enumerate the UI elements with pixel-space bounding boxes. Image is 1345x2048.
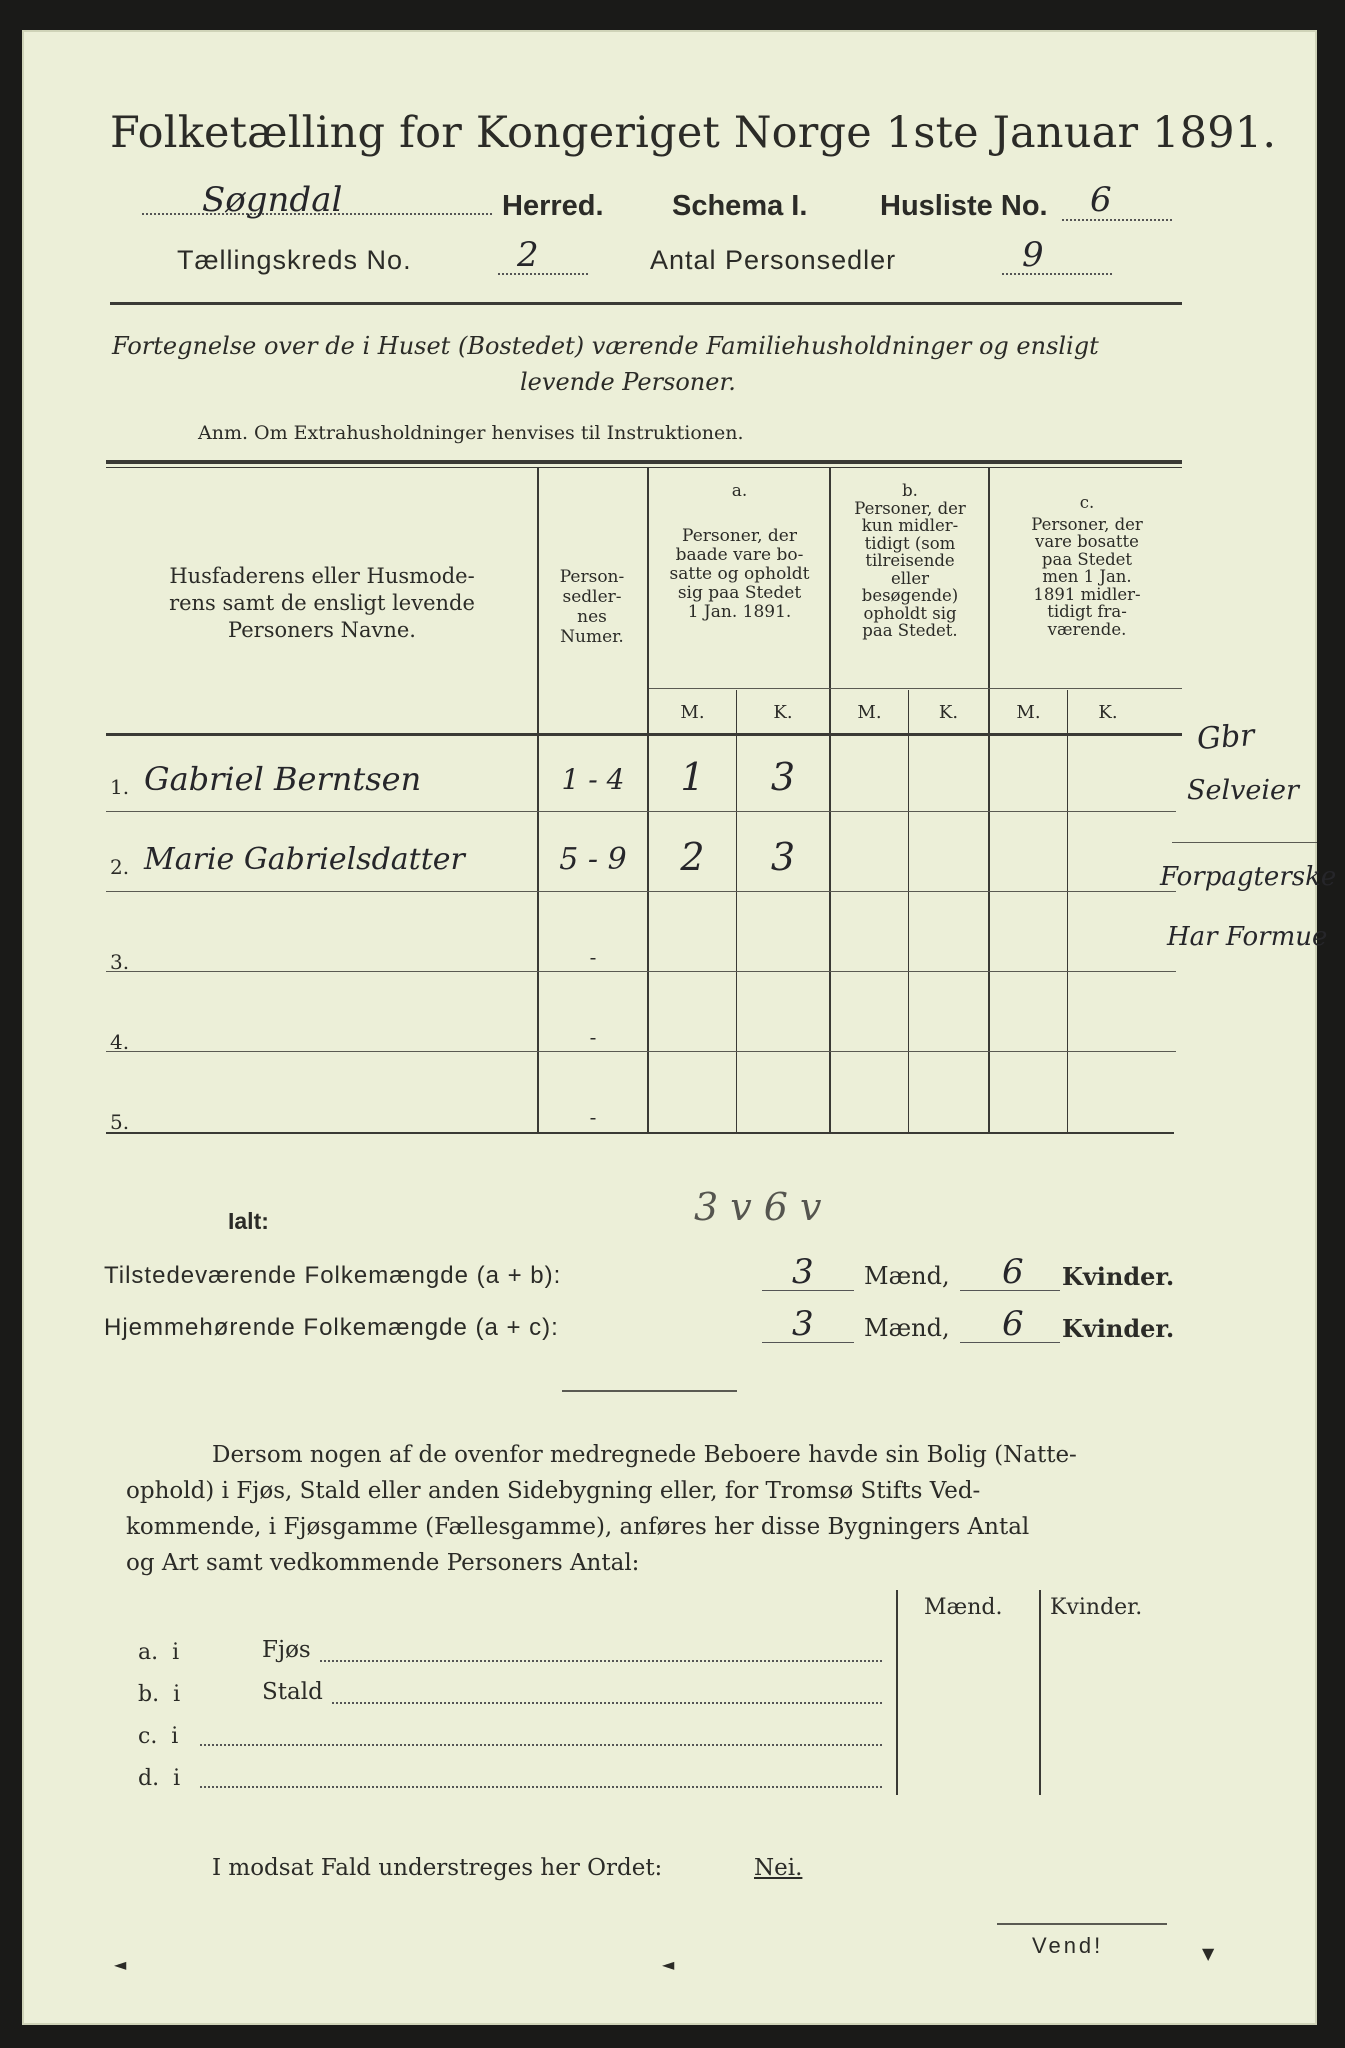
col-c-header [992, 494, 1182, 638]
registration-mark: ◄ [114, 1955, 127, 1974]
col-b-letter: b. [902, 481, 918, 500]
buildings-row-name: Fjøs [262, 1637, 311, 1663]
col-name-header [122, 563, 522, 644]
table-row-name: Marie Gabrielsdatter [144, 842, 465, 877]
col-c-letter: c. [1079, 493, 1095, 512]
table-row-sedler: - [589, 945, 597, 969]
table-row-sedler: - [589, 1105, 597, 1129]
table-row-a-m: 1 [680, 755, 705, 799]
col-a-header-line: Personer, der [682, 526, 797, 546]
husliste-value: 6 [1090, 180, 1112, 220]
row-line [106, 971, 1176, 972]
col-c-header-line: paa Stedet [1041, 549, 1133, 569]
col-b-header [832, 482, 988, 640]
table-row-sedler: 5 - 9 [559, 842, 627, 877]
col-name-header-line: Personers Navne. [228, 618, 416, 642]
col-num-header-line: sedler- [562, 587, 622, 607]
col-a-letter: a. [731, 481, 748, 501]
husliste-label: Husliste No. [880, 190, 1048, 222]
b-mk-divider [908, 690, 909, 1132]
modsat-text: I modsat Fald understreges her Ordet: [212, 1855, 663, 1881]
col-b-m-label: M. [857, 702, 882, 723]
col-a-header-line: sig paa Stedet [677, 583, 802, 603]
buildings-divider-1 [896, 1590, 898, 1795]
vend-label: Vend! [1032, 1933, 1104, 1958]
col-b-header-line: tidigt (som [864, 533, 956, 553]
husliste-dotted-line [1062, 219, 1172, 221]
col-b-header-line: Personer, der [854, 498, 966, 518]
table-row-a-k: 3 [770, 755, 796, 799]
col-c-header-line: 1891 midler- [1033, 584, 1141, 604]
registration-mark: ◄ [662, 1955, 675, 1974]
antal-value: 9 [1022, 235, 1044, 275]
buildings-row-dots [200, 1786, 882, 1788]
col-c-k-label: K. [1098, 702, 1118, 723]
margin-note: Har Formue [1167, 922, 1328, 952]
col-num-header-line: Person- [559, 567, 625, 587]
kreds-label: Tællingskreds No. [177, 245, 412, 275]
buildings-row-dots [320, 1660, 882, 1662]
hjemme-label: Hjemmehørende Folkemængde (a + c): [104, 1314, 559, 1341]
buildings-row-letter: c. i [138, 1724, 179, 1749]
col-name-header-line: rens samt de ensligt levende [169, 591, 475, 615]
row-line [106, 1051, 1176, 1052]
col-a-k-label: K. [773, 702, 793, 723]
table-header-bottom-rule [106, 733, 1182, 736]
table-row-number: 5. [110, 1110, 130, 1134]
header-rule [110, 302, 1182, 305]
col-c-header-line: men 1 Jan. [1042, 567, 1132, 586]
paragraph-line: og Art samt vedkommende Personers Antal: [126, 1550, 640, 1576]
table-row-sedler: 1 - 4 [561, 763, 625, 796]
col-c-m-label: M. [1016, 702, 1041, 723]
table-row-number: 3. [110, 950, 130, 974]
tilstede-k-value: 6 [1002, 1252, 1024, 1292]
paragraph-line: kommende, i Fjøsgamme (Fællesgamme), anføres her disse Bygningers Antal [126, 1514, 1030, 1540]
col-a-header [652, 482, 827, 622]
col-b-header-line: tilreisende [865, 551, 955, 570]
buildings-row-letter: a. i [138, 1640, 180, 1665]
registration-mark: ▼ [1202, 1944, 1215, 1963]
margin-note: Selveier [1187, 775, 1299, 806]
table-row-number: 1. [110, 775, 130, 799]
buildings-row-letter: d. i [138, 1766, 181, 1791]
modsat-word: Nei. [754, 1855, 803, 1881]
buildings-row-dots [200, 1744, 882, 1746]
mk-subheader-line [649, 688, 1182, 689]
col-c-header-line: Personer, der [1031, 514, 1143, 534]
col-num-header-line: nes [577, 607, 607, 627]
col-name-header-line: Husfaderens eller Husmode- [169, 564, 475, 588]
col-divider-2 [647, 467, 649, 1132]
table-top-rule-thin [106, 467, 1182, 468]
vend-rule [997, 1923, 1167, 1925]
col-b-header-line: kun midler- [861, 516, 959, 535]
buildings-maend-label: Mænd. [924, 1595, 1003, 1620]
col-a-header-line: baade vare bo- [675, 545, 804, 565]
schema-label: Schema I. [672, 190, 808, 222]
row-line [106, 811, 1176, 812]
hjemme-k-value: 6 [1002, 1304, 1024, 1344]
anm-note: Anm. Om Extrahusholdninger henvises til Instruktionen. [198, 422, 744, 444]
col-num-header-line: Numer. [560, 627, 624, 647]
col-b-header-line: eller [891, 568, 929, 588]
col-b-header-line: opholdt sig [863, 603, 957, 623]
col-a-header-line: 1 Jan. 1891. [687, 602, 792, 622]
herred-value: Søgndal [202, 180, 343, 220]
tilstede-k-label: Kvinder. [1062, 1262, 1175, 1291]
margin-note: Gbr [1195, 718, 1256, 757]
subtitle-line1: Fortegnelse over de i Huset (Bostedet) værende Familiehusholdninger og ensligt [112, 332, 1099, 360]
hjemme-m-value: 3 [792, 1304, 814, 1344]
table-row-number: 2. [110, 855, 130, 879]
ialt-label: Ialt: [228, 1208, 269, 1234]
col-divider-4 [988, 467, 990, 1132]
col-num-header [542, 567, 642, 647]
col-c-header-line: vare bosatte [1035, 532, 1139, 551]
herred-label: Herred. [502, 190, 604, 222]
col-a-m-label: M. [680, 702, 705, 723]
tilstede-m-value: 3 [792, 1252, 814, 1292]
col-divider-3 [829, 467, 831, 1132]
antal-dotted-line [1002, 273, 1112, 275]
tilstede-label: Tilstedeværende Folkemængde (a + b): [104, 1262, 562, 1289]
buildings-divider-2 [1039, 1590, 1041, 1795]
row-line [106, 891, 1176, 892]
kreds-dotted-line [498, 273, 588, 275]
buildings-kvinder-label: Kvinder. [1050, 1595, 1143, 1620]
col-c-header-line: tidigt fra- [1047, 602, 1127, 621]
antal-label: Antal Personsedler [650, 245, 897, 275]
buildings-row-name: Stald [262, 1679, 323, 1705]
paragraph-line: Dersom nogen af de ovenfor medregnede Beboere havde sin Bolig (Natte- [212, 1442, 1077, 1468]
subtitle-line2: levende Personer. [520, 368, 736, 396]
col-c-header-line: værende. [1047, 619, 1127, 639]
hjemme-k-label: Kvinder. [1062, 1314, 1175, 1343]
c-mk-divider [1067, 690, 1068, 1132]
col-a-header-line: satte og opholdt [669, 564, 810, 584]
col-b-header-line: besøgende) [861, 586, 959, 605]
tilstede-m-label: Mænd, [864, 1262, 950, 1290]
table-top-rule [106, 460, 1182, 464]
kreds-value: 2 [517, 235, 539, 275]
form-title: Folketælling for Kongeriget Norge 1ste Januar 1891. [110, 108, 1277, 158]
table-row-number: 4. [110, 1030, 130, 1054]
ialt-value: 3 v 6 v [694, 1185, 822, 1229]
separator-rule [562, 1390, 737, 1392]
table-row-name: Gabriel Berntsen [144, 760, 422, 798]
margin-note-rule [1172, 842, 1317, 843]
table-row-a-m: 2 [680, 835, 705, 879]
table-row-a-k: 3 [770, 835, 796, 879]
buildings-row-dots [332, 1702, 882, 1704]
col-b-header-line: paa Stedet. [862, 621, 958, 640]
table-row-sedler: - [589, 1025, 597, 1049]
margin-note: Forpagterske [1160, 862, 1337, 892]
paragraph-line: ophold) i Fjøs, Stald eller anden Sidebygning eller, for Tromsø Stifts Ved- [126, 1478, 981, 1504]
census-form-sheet [22, 30, 1337, 2025]
buildings-row-letter: b. i [138, 1682, 181, 1707]
hjemme-m-label: Mænd, [864, 1314, 950, 1342]
table-bottom-rule [106, 1132, 1174, 1134]
col-b-k-label: K. [938, 702, 959, 723]
